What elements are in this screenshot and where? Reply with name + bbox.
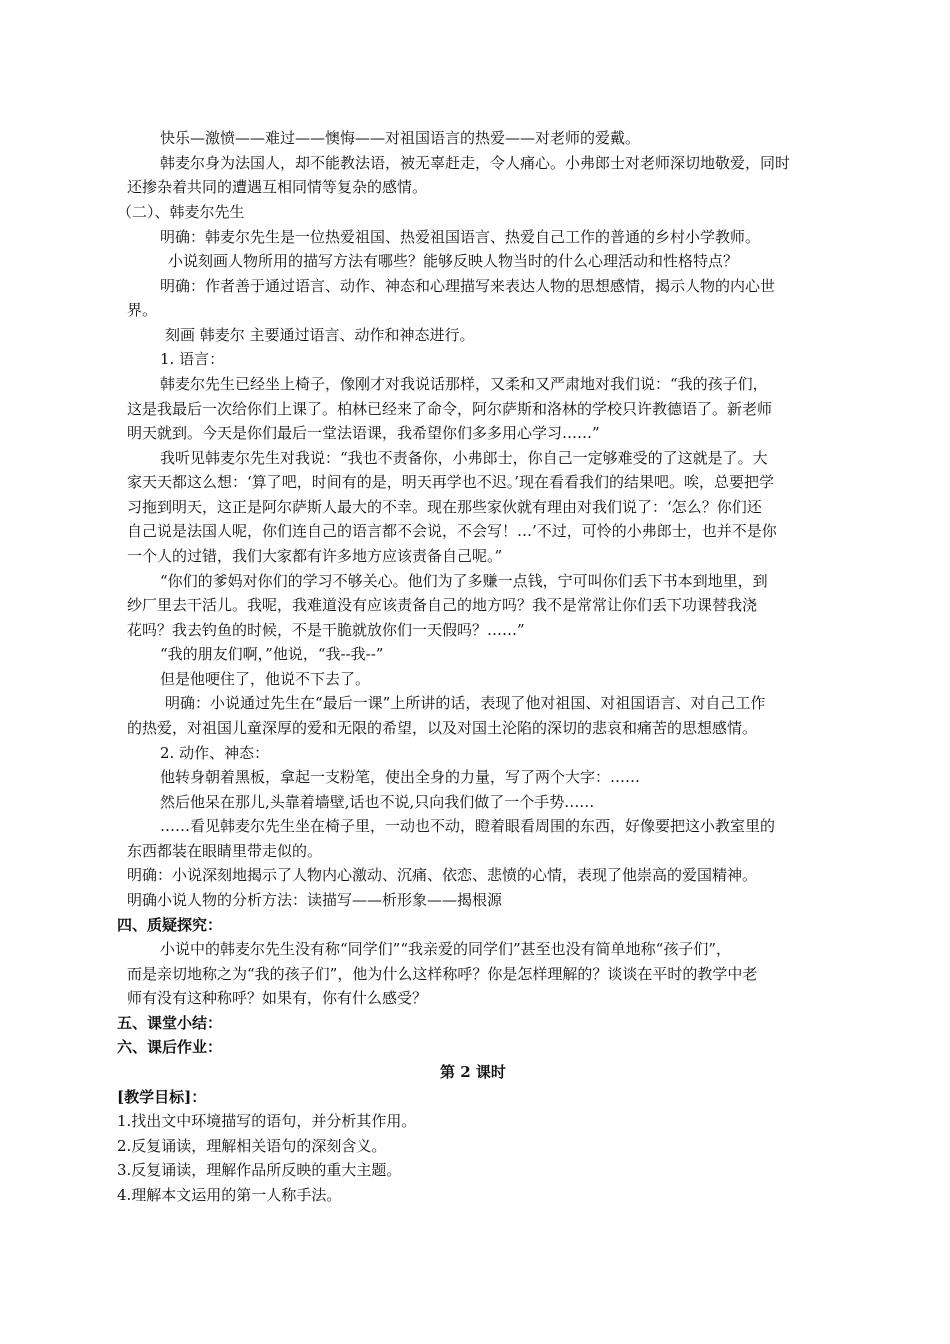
quote-line: 但是他哽住了，他说不下去了。	[160, 670, 371, 688]
paragraph-line: 明确：作者善于通过语言、动作、神态和心理描写来表达人物的思想感情，揭示人物的内心世	[160, 277, 776, 295]
quote-line: 自己说是法国人呢，你们连自己的语言都不会说，不会写！…’不过，可怜的小弗郎士，也并不是你	[127, 522, 777, 540]
paragraph-line: 明确：小说深刻地揭示了人物内心激动、沉痛、依恋、悲愤的心情，表现了他崇高的爱国精神。	[127, 866, 758, 884]
section-heading: 四、质疑探究：	[117, 916, 223, 934]
paragraph-line: 界。	[127, 301, 158, 319]
paragraph-line: 明确：小说通过先生在“最后一课”上所讲的话，表现了他对祖国、对祖国语言、对自己工作	[165, 694, 766, 712]
list-item: 1.找出文中环境描写的语句，并分析其作用。	[117, 1112, 417, 1130]
quote-line: 他转身朝着黑板，拿起一支粉笔，使出全身的力量，写了两个大字：……	[160, 768, 641, 786]
quote-line: ……看见韩麦尔先生坐在椅子里，一动也不动，瞪着眼看周围的东西，好像要把这小教室里的	[160, 817, 776, 835]
paragraph-line: 而是亲切地称之为“我的孩子们”，他为什么这样称呼？你是怎样理解的？谈谈在平时的教学中老	[127, 965, 758, 983]
quote-line: 这是我最后一次给你们上课了。柏林已经来了命令，阿尔萨斯和洛林的学校只许教德语了。新老师	[127, 400, 773, 418]
paragraph-line: 明确：韩麦尔先生是一位热爱祖国、热爱祖国语言、热爱自己工作的普通的乡村小学教师。	[160, 228, 761, 246]
lesson-title: 第 2 课时	[440, 1063, 506, 1081]
quote-line: 明天就到。今天是你们最后一堂法语课，我希望你们多多用心学习……”	[127, 424, 600, 442]
paragraph-line: 小说刻画人物所用的描写方法有哪些？能够反映人物当时的什么心理活动和性格特点？	[168, 252, 739, 270]
emotion-sequence-line: 快乐—激愤——难过——懊悔——对祖国语言的热爱——对老师的爱戴。	[160, 129, 641, 147]
quote-line: 我听见韩麦尔先生对我说：“我也不责备你，小弗郎士，你自己一定够难受的了这就是了。大	[160, 449, 768, 467]
quote-line: 纱厂里去干活儿。我呢，我难道没有应该责备自己的地方吗？我不是常常让你们丢下功课替我浇	[127, 596, 758, 614]
quote-line: 东西都装在眼睛里带走似的。	[127, 842, 323, 860]
paragraph-line: 刻画 韩麦尔 主要通过语言、动作和神态进行。	[165, 326, 475, 344]
quote-line: 韩麦尔先生已经坐上椅子，像刚才对我说话那样，又柔和又严肃地对我们说：“我的孩子们，	[160, 375, 768, 393]
paragraph-line: 还掺杂着共同的遭遇互相同情等复杂的感情。	[127, 178, 428, 196]
section-heading: 六、课后作业：	[117, 1038, 223, 1056]
paragraph-line: 明确小说人物的分析方法：读描写——析形象——揭根源	[127, 891, 503, 909]
list-item: 2.反复诵读，理解相关语句的深刻含义。	[117, 1137, 387, 1155]
list-item: 4.理解本文运用的第一人称手法。	[117, 1186, 342, 1204]
section-heading: [教学目标]：	[117, 1088, 207, 1106]
quote-line: 一个人的过错，我们大家都有许多地方应该责备自己呢。”	[127, 547, 503, 565]
paragraph-line: 的热爱，对祖国儿童深厚的爱和无限的希望，以及对国土沦陷的深切的悲哀和痛苦的思想感情。	[127, 719, 758, 737]
quote-line: “我的朋友们啊，”他说，“我--我--”	[160, 645, 384, 663]
quote-line: 然后他呆在那儿,头靠着墙壁,话也不说,只向我们做了一个手势……	[160, 793, 595, 811]
paragraph-line: 师有没有这种称呼？如果有，你有什么感受？	[127, 989, 428, 1007]
section-heading: 五、课堂小结：	[117, 1014, 223, 1032]
quote-line: “你们的爹妈对你们的学习不够关心。他们为了多赚一点钱，宁可叫你们丢下书本到地里，到	[160, 572, 768, 590]
list-item: 3.反复诵读，理解作品所反映的重大主题。	[117, 1161, 402, 1179]
paragraph-line: 小说中的韩麦尔先生没有称“同学们”“我亲爱的同学们”甚至也没有简单地称“孩子们”，	[160, 940, 732, 958]
quote-line: 花吗？我去钓鱼的时候，不是干脆就放你们一天假吗？……”	[127, 621, 525, 639]
paragraph-line: 韩麦尔身为法国人，却不能教法语，被无辜赶走，令人痛心。小弗郎士对老师深切地敬爱，同时	[160, 154, 791, 172]
quote-line: 家天天都这么想：‘算了吧，时间有的是，明天再学也不迟。’现在看看我们的结果吧。唉，总要把学	[127, 473, 775, 491]
section-heading: （二）、韩麦尔先生	[117, 203, 245, 221]
quote-line: 习拖到明天，这正是阿尔萨斯人最大的不幸。现在那些家伙就有理由对我们说了：‘怎么？你们还	[127, 498, 762, 516]
subheading: 1. 语言：	[160, 350, 225, 368]
subheading: 2. 动作、神态：	[160, 744, 270, 762]
